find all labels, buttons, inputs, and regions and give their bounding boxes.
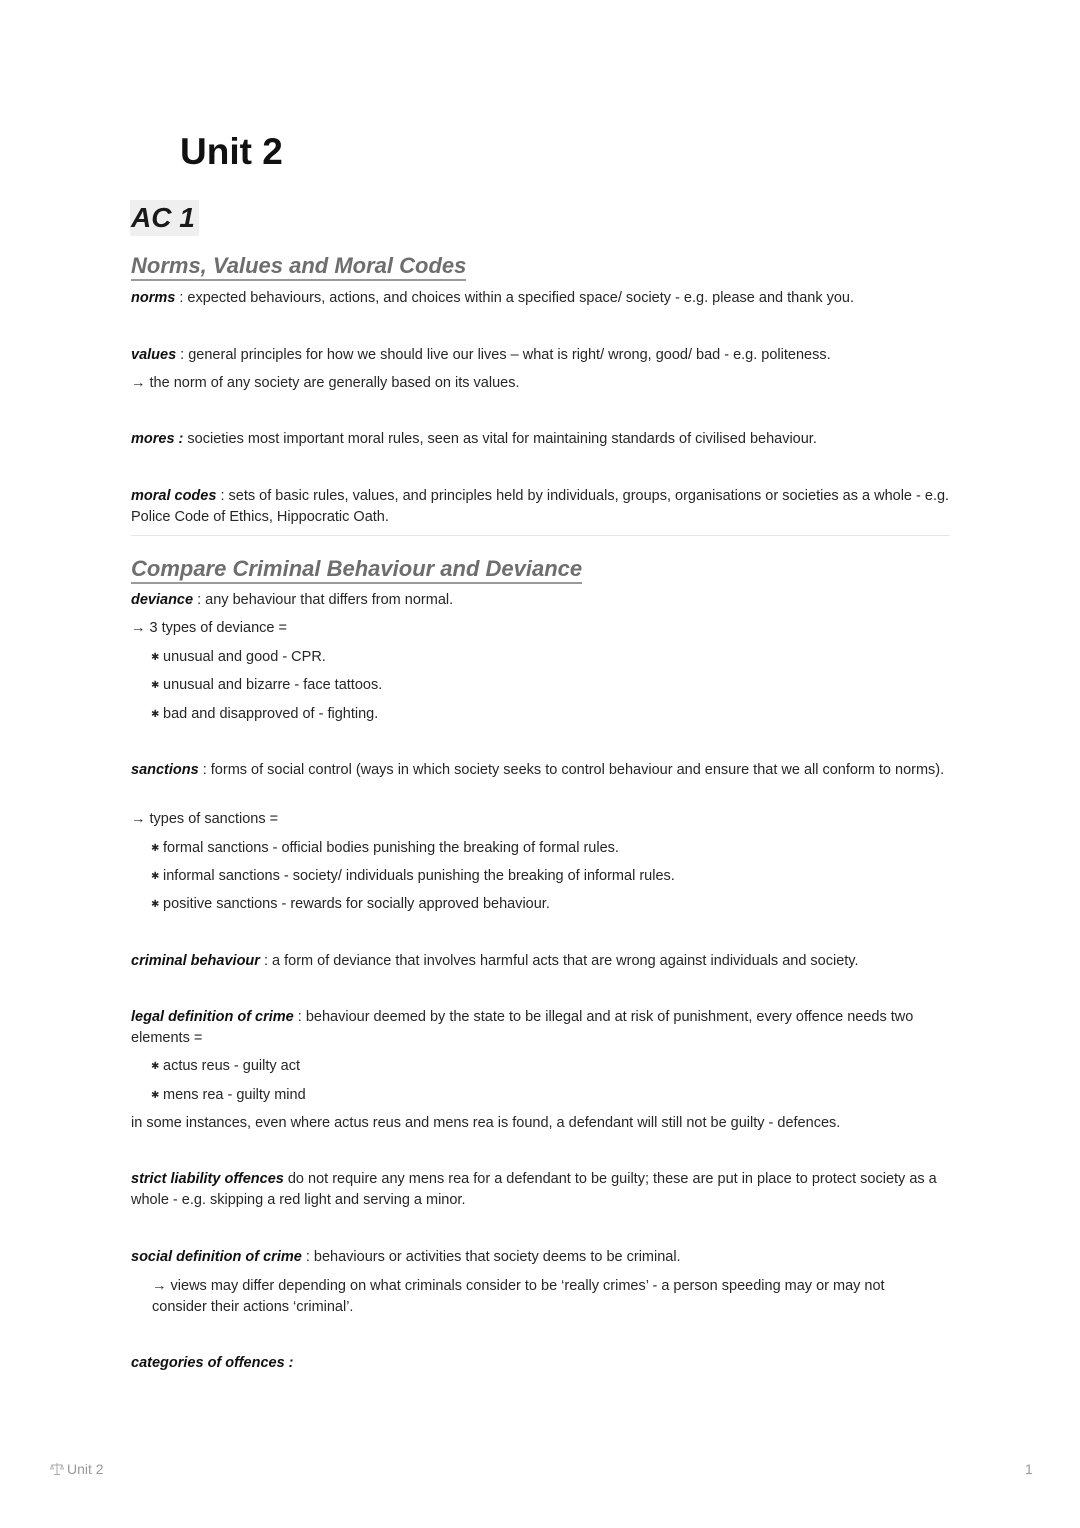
strict-liability-definition [131, 1169, 951, 1211]
sanctions-definition [131, 760, 951, 781]
bullet-icon: ✱ [151, 652, 160, 663]
deviance-types-intro: → 3 types of deviance = [131, 620, 287, 636]
categories-term: categories of offences : [131, 1355, 294, 1371]
social-definition [131, 1247, 951, 1268]
list-item: ✱ unusual and bizarre - face tattoos. [151, 675, 382, 696]
list-item: ✱ bad and disapproved of - fighting. [151, 704, 378, 725]
legal-definition-text: : behaviour deemed by the state to be illegal and at risk of punishment, every offence needs two elements = [131, 1009, 914, 1046]
legal-note: in some instances, even where actus reus and mens rea is found, a defendant will still not be guilty - defences. [131, 1115, 841, 1131]
footer-title-text: Unit 2 [67, 1461, 104, 1477]
values-definition [131, 345, 951, 366]
deviance-text: : any behaviour that differs from normal. [193, 592, 454, 608]
sanctions-term: sanctions [131, 762, 199, 778]
scales-icon [50, 1462, 64, 1479]
bullet-icon: ✱ [151, 843, 160, 854]
social-definition-note: → views may differ depending on what criminals consider to be ‘really crimes’ - a person speeding may or may not consider their actions ‘criminal’. [152, 1278, 885, 1315]
criminal-behaviour-term: criminal behaviour [131, 953, 260, 969]
list-item: ✱ unusual and good - CPR. [151, 647, 326, 668]
mores-term: mores : [131, 431, 184, 447]
ac-heading: AC 1 [130, 200, 199, 236]
bullet-icon: ✱ [151, 1061, 160, 1072]
bullet-icon: ✱ [151, 1090, 160, 1101]
strict-liability-text: do not require any mens rea for a defendant to be guilty; these are put in place to protect society as a whole - e.g. skipping a red light and serving a minor. [131, 1171, 937, 1208]
moral-codes-term: moral codes [131, 488, 217, 504]
criminal-behaviour-text: : a form of deviance that involves harmful acts that are wrong against individuals and society. [259, 953, 859, 969]
list-item: ✱ positive sanctions - rewards for socially approved behaviour. [151, 894, 550, 915]
categories-of-offences [131, 1353, 951, 1374]
norms-definition [131, 288, 951, 309]
page-number: 1 [1025, 1461, 1033, 1477]
bullet-icon: ✱ [151, 899, 160, 910]
list-item: ✱ informal sanctions - society/ individuals punishing the breaking of informal rules. [151, 866, 675, 887]
moral-codes-text: : sets of basic rules, values, and principles held by individuals, groups, organisations or societies as a whole - e.g. Police Code of Ethics, Hippocratic Oath. [131, 488, 950, 525]
section-divider [131, 535, 950, 536]
list-item: ✱ mens rea - guilty mind [151, 1085, 306, 1106]
deviance-term: deviance [131, 592, 194, 608]
social-definition-text: : behaviours or activities that society deems to be criminal. [301, 1249, 681, 1265]
values-term: values [131, 347, 177, 363]
strict-liability-term: strict liability offences [131, 1171, 284, 1187]
section-heading-norms-values: Norms, Values and Moral Codes [131, 253, 466, 281]
list-item: ✱ formal sanctions - official bodies punishing the breaking of formal rules. [151, 838, 619, 859]
bullet-icon: ✱ [151, 709, 160, 720]
norms-text: : expected behaviours, actions, and choices within a specified space/ society - e.g. please and thank you. [175, 290, 855, 306]
social-definition-term: social definition of crime [131, 1249, 302, 1265]
list-item: ✱ actus reus - guilty act [151, 1056, 300, 1077]
footer-title [50, 1461, 104, 1479]
mores-text: societies most important moral rules, seen as vital for maintaining standards of civilised behaviour. [183, 431, 817, 447]
section-heading-criminal-deviance: Compare Criminal Behaviour and Deviance [131, 556, 582, 584]
norms-term: norms [131, 290, 176, 306]
page-title: Unit 2 [180, 131, 283, 172]
criminal-behaviour-definition [131, 951, 951, 972]
legal-definition-term: legal definition of crime [131, 1009, 294, 1025]
bullet-icon: ✱ [151, 680, 160, 691]
sanctions-text: : forms of social control (ways in which society seeks to control behaviour and ensure that we all conform to norms). [198, 762, 945, 778]
moral-codes-definition [131, 486, 951, 528]
bullet-icon: ✱ [151, 871, 160, 882]
mores-definition [131, 429, 951, 450]
sanctions-types-intro: → types of sanctions = [131, 811, 279, 827]
legal-definition [131, 1007, 951, 1049]
values-text: : general principles for how we should live our lives – what is right/ wrong, good/ bad - e.g. politeness. [176, 347, 831, 363]
values-note: → the norm of any society are generally based on its values. [131, 375, 520, 391]
deviance-definition [131, 590, 951, 611]
